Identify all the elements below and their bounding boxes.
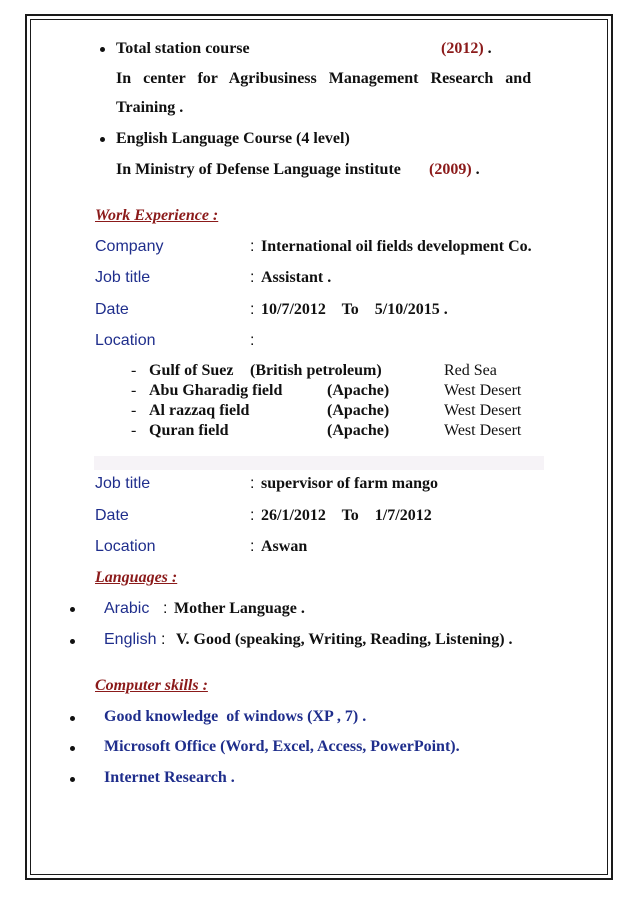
location-2-field: Abu Gharadig field — [149, 382, 283, 399]
location-value-2: Aswan — [261, 538, 308, 555]
location-2-region: West Desert — [444, 382, 522, 399]
shaded-spacer — [94, 456, 544, 470]
company-colon: : — [250, 238, 255, 255]
course-2-year: (2009) — [429, 161, 472, 178]
location-1-field: Gulf of Suez — [149, 362, 234, 379]
location-dash-3: - — [131, 402, 137, 419]
course-1-detail-line-2: Training . — [116, 99, 184, 116]
skill-1: Good knowledge of windows (XP , 7) . — [104, 708, 367, 725]
company-label: Company — [95, 238, 164, 255]
language-2-name: English — [104, 631, 157, 648]
location-1-region: Red Sea — [444, 362, 497, 379]
location-dash-1: - — [131, 362, 137, 379]
course-1-year: (2012) — [441, 40, 484, 57]
computer-skills-heading: Computer skills : — [95, 677, 208, 694]
course-1-year-line — [441, 40, 492, 58]
date-label-1: Date — [95, 301, 129, 318]
company-value: International oil fields development Co. — [261, 238, 532, 255]
course-1-year-suffix: . — [487, 40, 492, 57]
language-1-colon: : — [163, 600, 168, 617]
location-2-company: (Apache) — [327, 382, 390, 399]
location-3-region: West Desert — [444, 402, 522, 419]
location-4-region: West Desert — [444, 422, 522, 439]
job-title-label-1: Job title — [95, 269, 151, 286]
job-title-colon-1: : — [250, 269, 255, 286]
skill-bullet-2 — [70, 746, 75, 751]
date-value-2: 26/1/2012 To 1/7/2012 — [261, 507, 432, 524]
course-1-detail-line-1: In center for Agribusiness Management Research and — [116, 70, 532, 87]
language-2-level: V. Good (speaking, Writing, Reading, Listening) . — [176, 631, 513, 648]
languages-heading: Languages : — [95, 569, 178, 586]
location-dash-2: - — [131, 382, 137, 399]
language-bullet-1 — [70, 607, 75, 612]
job-title-value-2: supervisor of farm mango — [261, 475, 439, 492]
work-experience-heading: Work Experience : — [95, 207, 219, 224]
location-1-company: (British petroleum) — [250, 362, 382, 379]
course-bullet-1 — [100, 47, 105, 52]
location-3-field: Al razzaq field — [149, 402, 250, 419]
job-title-label-2: Job title — [95, 475, 151, 492]
language-bullet-2 — [70, 639, 75, 644]
job-title-colon-2: : — [250, 475, 255, 492]
date-label-2: Date — [95, 507, 129, 524]
location-colon-1: : — [250, 332, 255, 349]
date-colon-1: : — [250, 301, 255, 318]
location-colon-2: : — [250, 538, 255, 555]
skill-bullet-3 — [70, 777, 75, 782]
course-2-year-line — [429, 161, 480, 179]
skill-3: Internet Research . — [104, 769, 235, 786]
skill-2: Microsoft Office (Word, Excel, Access, PowerPoint). — [104, 738, 460, 755]
date-value-1: 10/7/2012 To 5/10/2015 . — [261, 301, 448, 318]
language-2-colon: : — [161, 631, 166, 648]
course-2-year-suffix: . — [475, 161, 480, 178]
location-dash-4: - — [131, 422, 137, 439]
course-2-detail-line-1: In Ministry of Defense Language institute — [116, 161, 401, 178]
location-4-company: (Apache) — [327, 422, 390, 439]
language-1-name: Arabic — [104, 600, 150, 617]
course-1-title: Total station course — [116, 40, 250, 57]
location-label-1: Location — [95, 332, 156, 349]
date-colon-2: : — [250, 507, 255, 524]
course-bullet-2 — [100, 137, 105, 142]
job-title-value-1: Assistant . — [261, 269, 332, 286]
language-1-level: Mother Language . — [174, 600, 305, 617]
location-label-2: Location — [95, 538, 156, 555]
course-2-title: English Language Course (4 level) — [116, 130, 350, 147]
location-3-company: (Apache) — [327, 402, 390, 419]
skill-bullet-1 — [70, 716, 75, 721]
location-4-field: Quran field — [149, 422, 229, 439]
